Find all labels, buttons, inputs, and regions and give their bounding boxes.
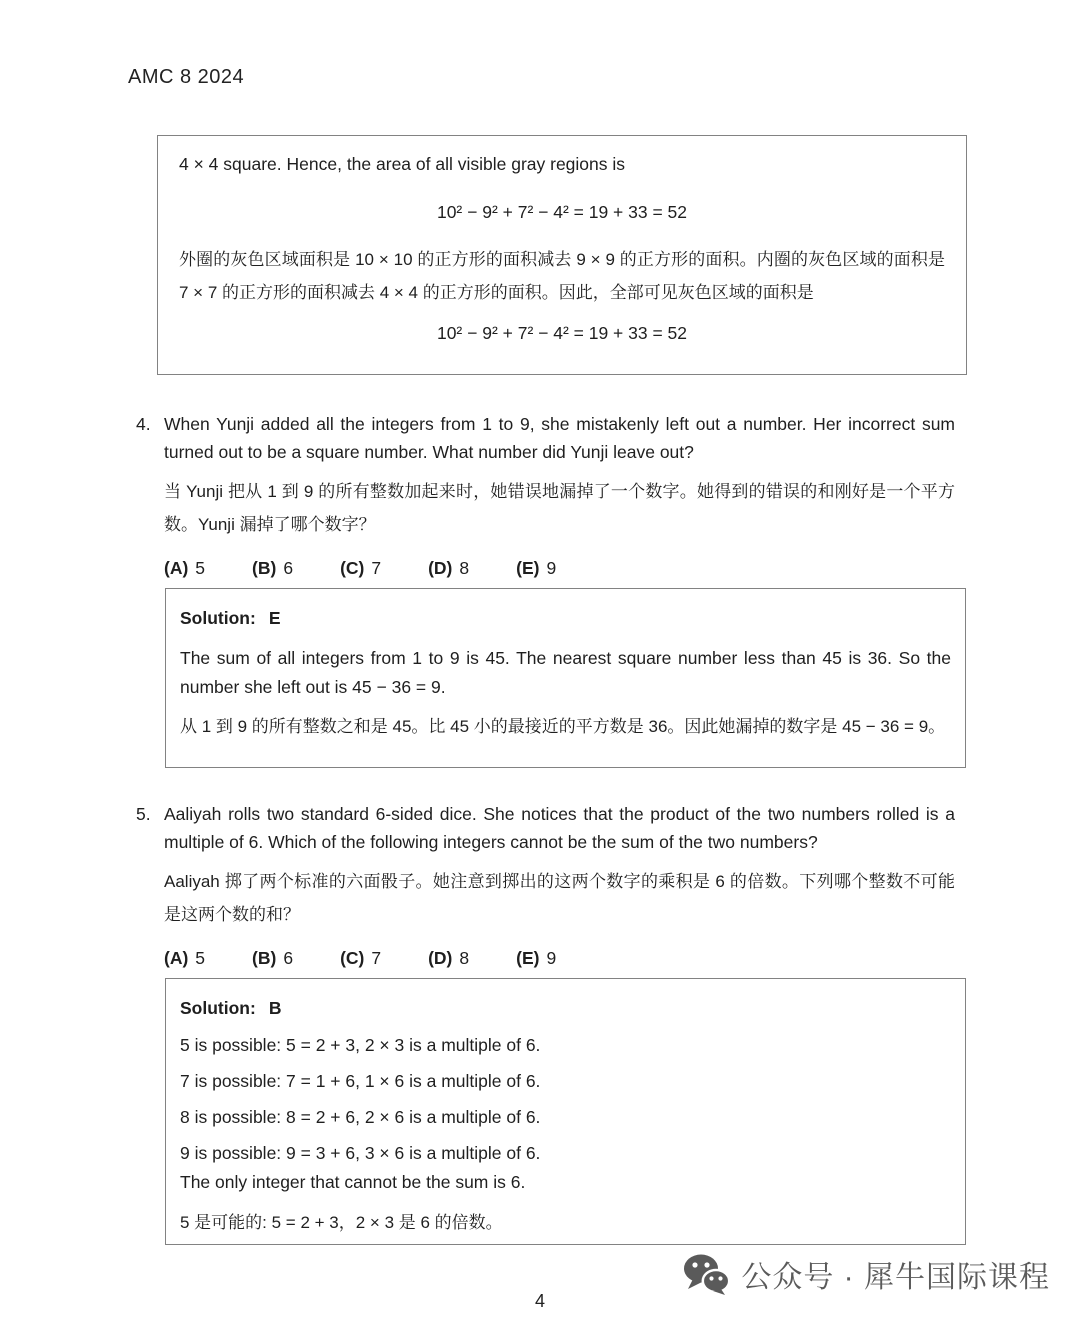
answer-choices — [164, 948, 955, 969]
equation: 10² − 9² + 7² − 4² = 19 + 33 = 52 — [436, 323, 688, 343]
choice-e — [516, 558, 556, 579]
page-number: 4 — [534, 1291, 545, 1311]
equation: 10² − 9² + 7² − 4² = 19 + 33 = 52 — [436, 202, 688, 222]
choice-label: (A) — [164, 948, 189, 968]
solution-answer: B — [268, 998, 282, 1018]
choice-a — [164, 558, 205, 579]
choice-label: (C) — [340, 558, 365, 578]
choice-label: (C) — [340, 948, 365, 968]
question-text-en: Aaliyah rolls two standard 6-sided dice. She notices that the product of the two numbers rolled is a multiple of 6. Which of the following integers cannot be the sum of the two numbers? — [164, 804, 955, 852]
choice-label: (A) — [164, 558, 189, 578]
choice-value: 5 — [195, 558, 206, 578]
solution-line: 7 is possible: 7 = 1 + 6, 1 × 6 is a multiple of 6. — [180, 1071, 541, 1091]
page-title: AMC 8 2024 — [128, 66, 245, 88]
solution-line: The only integer that cannot be the sum is 6. — [180, 1172, 526, 1192]
choice-value: 9 — [546, 948, 557, 968]
question-number: 4. — [136, 414, 151, 434]
solution-line: 9 is possible: 9 = 3 + 6, 3 × 6 is a multiple of 6. — [180, 1143, 541, 1163]
choice-label: (B) — [252, 558, 277, 578]
choice-c — [340, 948, 381, 969]
solution-box-4 — [165, 588, 966, 768]
choice-b — [252, 948, 293, 969]
choice-d — [428, 558, 469, 579]
choice-b — [252, 558, 293, 579]
choice-label: (E) — [516, 948, 540, 968]
solution-line: 8 is possible: 8 = 2 + 6, 2 × 6 is a multiple of 6. — [180, 1107, 541, 1127]
solution-text-zh: 5 是可能的: 5 = 2 + 3，2 × 3 是 6 的倍数。 — [180, 1213, 503, 1232]
choice-label: (D) — [428, 948, 453, 968]
solution-title — [180, 996, 951, 1020]
choice-label: (D) — [428, 558, 453, 578]
choice-label: (B) — [252, 948, 277, 968]
choice-value: 8 — [459, 948, 470, 968]
question-text-en: When Yunji added all the integers from 1 to 9, she mistakenly left out a number. Her incorrect sum turned out to be a square number. What number did Yunji leave out? — [164, 414, 955, 462]
solution-text-en: The sum of all integers from 1 to 9 is 45. The nearest square number less than 45 is 36. So the number she left out is 45 − 36 = 9. — [180, 648, 951, 697]
solution-answer: E — [268, 608, 281, 628]
solution-line: 5 is possible: 5 = 2 + 3, 2 × 3 is a multiple of 6. — [180, 1035, 541, 1055]
solution-label: Solution: — [180, 608, 256, 628]
question-text-zh: Aaliyah 掷了两个标准的六面骰子。她注意到掷出的这两个数字的乘积是 6 的倍数。下列哪个整数不可能是这两个数的和？ — [164, 872, 955, 924]
solution-label: Solution: — [180, 998, 256, 1018]
choice-value: 6 — [283, 948, 294, 968]
choice-value: 9 — [546, 558, 557, 578]
continuation-solution-box — [157, 135, 967, 375]
continuation-text-zh: 外圈的灰色区域面积是 10 × 10 的正方形的面积减去 9 × 9 的正方形的面积。内圈的灰色区域的面积是 7 × 7 的正方形的面积减去 4 × 4 的正方形的面积。因此，全部可见灰色区域的面积是 — [179, 250, 945, 302]
choice-value: 5 — [195, 948, 206, 968]
choice-value: 8 — [459, 558, 470, 578]
choice-value: 6 — [283, 558, 294, 578]
question-number: 5. — [136, 804, 151, 824]
wechat-icon — [683, 1253, 729, 1295]
answer-choices — [164, 558, 955, 579]
choice-a — [164, 948, 205, 969]
solution-box-5 — [165, 978, 966, 1245]
choice-d — [428, 948, 469, 969]
solution-text-zh: 从 1 到 9 的所有整数之和是 45。比 45 小的最接近的平方数是 36。因此她漏掉的数字是 45 − 36 = 9。 — [180, 717, 946, 736]
question-5 — [136, 800, 956, 969]
solution-title — [180, 606, 951, 630]
choice-value: 7 — [371, 948, 382, 968]
choice-value: 7 — [371, 558, 382, 578]
wechat-account-label: 公众号 · 犀牛国际课程 — [741, 1261, 1050, 1294]
choice-label: (E) — [516, 558, 540, 578]
continuation-text-en: 4 × 4 square. Hence, the area of all visible gray regions is — [179, 154, 626, 174]
question-text-zh: 当 Yunji 把从 1 到 9 的所有整数加起来时，她错误地漏掉了一个数字。她得到的错误的和刚好是一个平方数。Yunji 漏掉了哪个数字？ — [164, 482, 955, 534]
choice-c — [340, 558, 381, 579]
question-4 — [136, 410, 956, 579]
choice-e — [516, 948, 556, 969]
